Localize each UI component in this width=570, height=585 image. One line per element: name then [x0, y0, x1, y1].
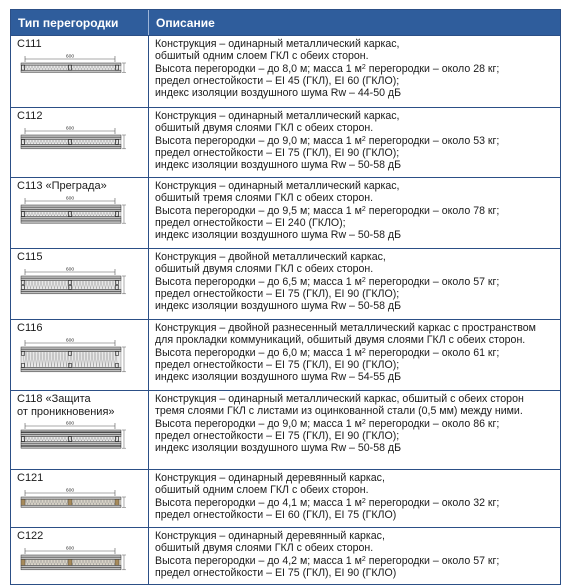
partition-table [10, 9, 561, 585]
table-row [11, 177, 560, 248]
partition-section-diagram [19, 545, 127, 573]
description-line: Высота перегородки – до 8,0 м; масса 1 $м^2$ перегородки – около 28 кг; [155, 62, 500, 75]
partition-section-diagram [19, 337, 127, 375]
partition-code: С121 [17, 472, 44, 484]
description-cell [149, 249, 560, 319]
description-line: предел огнестойкости – EI 75 (ГКЛ), EI 90 (ГКЛО); [155, 146, 400, 159]
description-cell [149, 470, 560, 527]
description-line: индекс изоляции воздушного шума Rw – 50-58 дБ [155, 300, 402, 313]
description-line: Конструкция – одинарный металлический каркас, обшитый с обеих сторон [155, 393, 524, 405]
description-line: индекс изоляции воздушного шума Rw – 44-50 дБ [155, 87, 402, 100]
dimension-label: 600 [65, 265, 75, 272]
partition-type-cell [11, 391, 149, 469]
description-line: Конструкция – одинарный деревянный каркас, [155, 472, 385, 484]
description-line: тремя слоями ГКЛ с листами из оцинкованной стали (0,5 мм) между ними. [155, 405, 523, 418]
table-row [11, 248, 560, 319]
partition-code: С115 [17, 251, 43, 263]
description-cell [149, 178, 560, 248]
table-body [11, 35, 560, 584]
description-line: обшитый двумя слоями ГКЛ с обеих сторон. [155, 122, 374, 135]
partition-code: С112 [17, 110, 43, 122]
dimension-label: 600 [65, 420, 75, 427]
partition-code: С122 [17, 530, 44, 542]
table-row [11, 319, 560, 390]
description-line: индекс изоляции воздушного шума Rw – 50-58 дБ [155, 159, 402, 172]
partition-code: от проникновения» [17, 405, 115, 418]
description-line: Высота перегородки – до 6,0 м; масса 1 $м^2$ перегородки – около 61 кг; [155, 346, 500, 359]
description-line: предел огнестойкости – EI 45 (ГКЛ), EI 60 (ГКЛО); [155, 74, 400, 87]
partition-section-diagram [19, 487, 127, 510]
partition-section-diagram [19, 53, 127, 75]
description-line: предел огнестойкости – EI 75 (ГКЛ), EI 90 (ГКЛО); [155, 358, 400, 371]
description-line: индекс изоляции воздушного шума Rw – 50-58 дБ [155, 229, 402, 242]
partition-type-cell [11, 528, 149, 584]
description-line: предел огнестойкости – EI 75 (ГКЛ), EI 90 (ГКЛО); [155, 429, 400, 442]
dimension-label: 600 [65, 194, 75, 201]
dimension-label: 600 [65, 486, 75, 493]
description-line: обшитый одним слоем ГКЛ с обеих сторон. [155, 484, 369, 497]
description-line: Высота перегородки – до 4,2 м; масса 1 $м^2$ перегородки – около 57 кг; [155, 554, 500, 567]
description-cell [149, 528, 560, 584]
partition-type-cell [11, 249, 149, 319]
dimension-label: 600 [65, 336, 75, 343]
description-line: индекс изоляции воздушного шума Rw – 50-58 дБ [155, 442, 402, 455]
description-line: Высота перегородки – до 4,1 м; масса 1 $м^2$ перегородки – около 32 кг; [155, 496, 500, 509]
description-line: Высота перегородки – до 9,5 м; масса 1 $м^2$ перегородки – около 78 кг; [155, 204, 500, 217]
header-description: Описание [156, 16, 215, 30]
description-line: Конструкция – одинарный металлический каркас, [155, 180, 400, 192]
description-line: предел огнестойкости – EI 75 (ГКЛ), EI 90 (ГКЛО) [155, 566, 397, 579]
description-cell [149, 320, 560, 390]
partition-type-cell [11, 178, 149, 248]
partition-code: С111 [17, 38, 42, 50]
partition-code: С118 «Защита [17, 393, 91, 405]
table-header [11, 10, 560, 35]
description-line: Конструкция – двойной разнесенный металлический каркас с пространством [155, 322, 536, 334]
table-row [11, 527, 560, 584]
partition-code: С113 «Преграда» [17, 180, 107, 192]
description-cell [149, 108, 560, 177]
header-partition-type: Тип перегородки [11, 10, 149, 35]
partition-type-cell [11, 108, 149, 177]
table-row [11, 469, 560, 527]
dimension-label: 600 [65, 544, 75, 551]
description-line: Конструкция – одинарный металлический каркас, [155, 38, 400, 50]
description-line: индекс изоляции воздушного шума Rw – 54-55 дБ [155, 371, 402, 384]
description-line: Высота перегородки – до 6,5 м; масса 1 $м^2$ перегородки – около 57 кг; [155, 275, 500, 288]
description-line: предел огнестойкости – EI 75 (ГКЛ), EI 90 (ГКЛО); [155, 287, 400, 300]
description-line: обшитый двумя слоями ГКЛ с обеих сторон. [155, 542, 374, 555]
partition-section-diagram [19, 125, 127, 152]
partition-type-cell [11, 470, 149, 527]
description-line: Конструкция – двойной металлический каркас, [155, 251, 386, 263]
partition-type-cell [11, 320, 149, 390]
description-line: Высота перегородки – до 9,0 м; масса 1 $м^2$ перегородки – около 86 кг; [155, 417, 500, 430]
description-line: предел огнестойкости – EI 240 (ГКЛО); [155, 216, 346, 229]
description-line: Высота перегородки – до 9,0 м; масса 1 $м^2$ перегородки – около 53 кг; [155, 134, 500, 147]
dimension-label: 600 [65, 124, 75, 131]
partition-type-cell [11, 36, 149, 107]
table-row [11, 35, 560, 107]
description-cell [149, 36, 560, 107]
description-line: Конструкция – одинарный металлический каркас, [155, 110, 400, 122]
partition-section-diagram [19, 195, 127, 226]
partition-section-diagram [19, 420, 127, 451]
description-line: Конструкция – одинарный деревянный каркас, [155, 530, 385, 542]
table-row [11, 107, 560, 177]
partition-section-diagram [19, 266, 127, 297]
description-cell [149, 391, 560, 469]
dimension-label: 600 [65, 52, 75, 59]
description-line: для прокладки коммуникаций, обшитый двумя слоями ГКЛ с обеих сторон. [155, 334, 526, 347]
partition-code: С116 [17, 322, 43, 334]
description-line: предел огнестойкости – EI 60 (ГКЛ), EI 75 (ГКЛО) [155, 508, 397, 521]
table-row [11, 390, 560, 469]
description-line: обшитый двумя слоями ГКЛ с обеих сторон. [155, 263, 374, 276]
description-line: обшитый тремя слоями ГКЛ с обеих сторон. [155, 192, 374, 205]
description-line: обшитый одним слоем ГКЛ с обеих сторон. [155, 50, 369, 63]
